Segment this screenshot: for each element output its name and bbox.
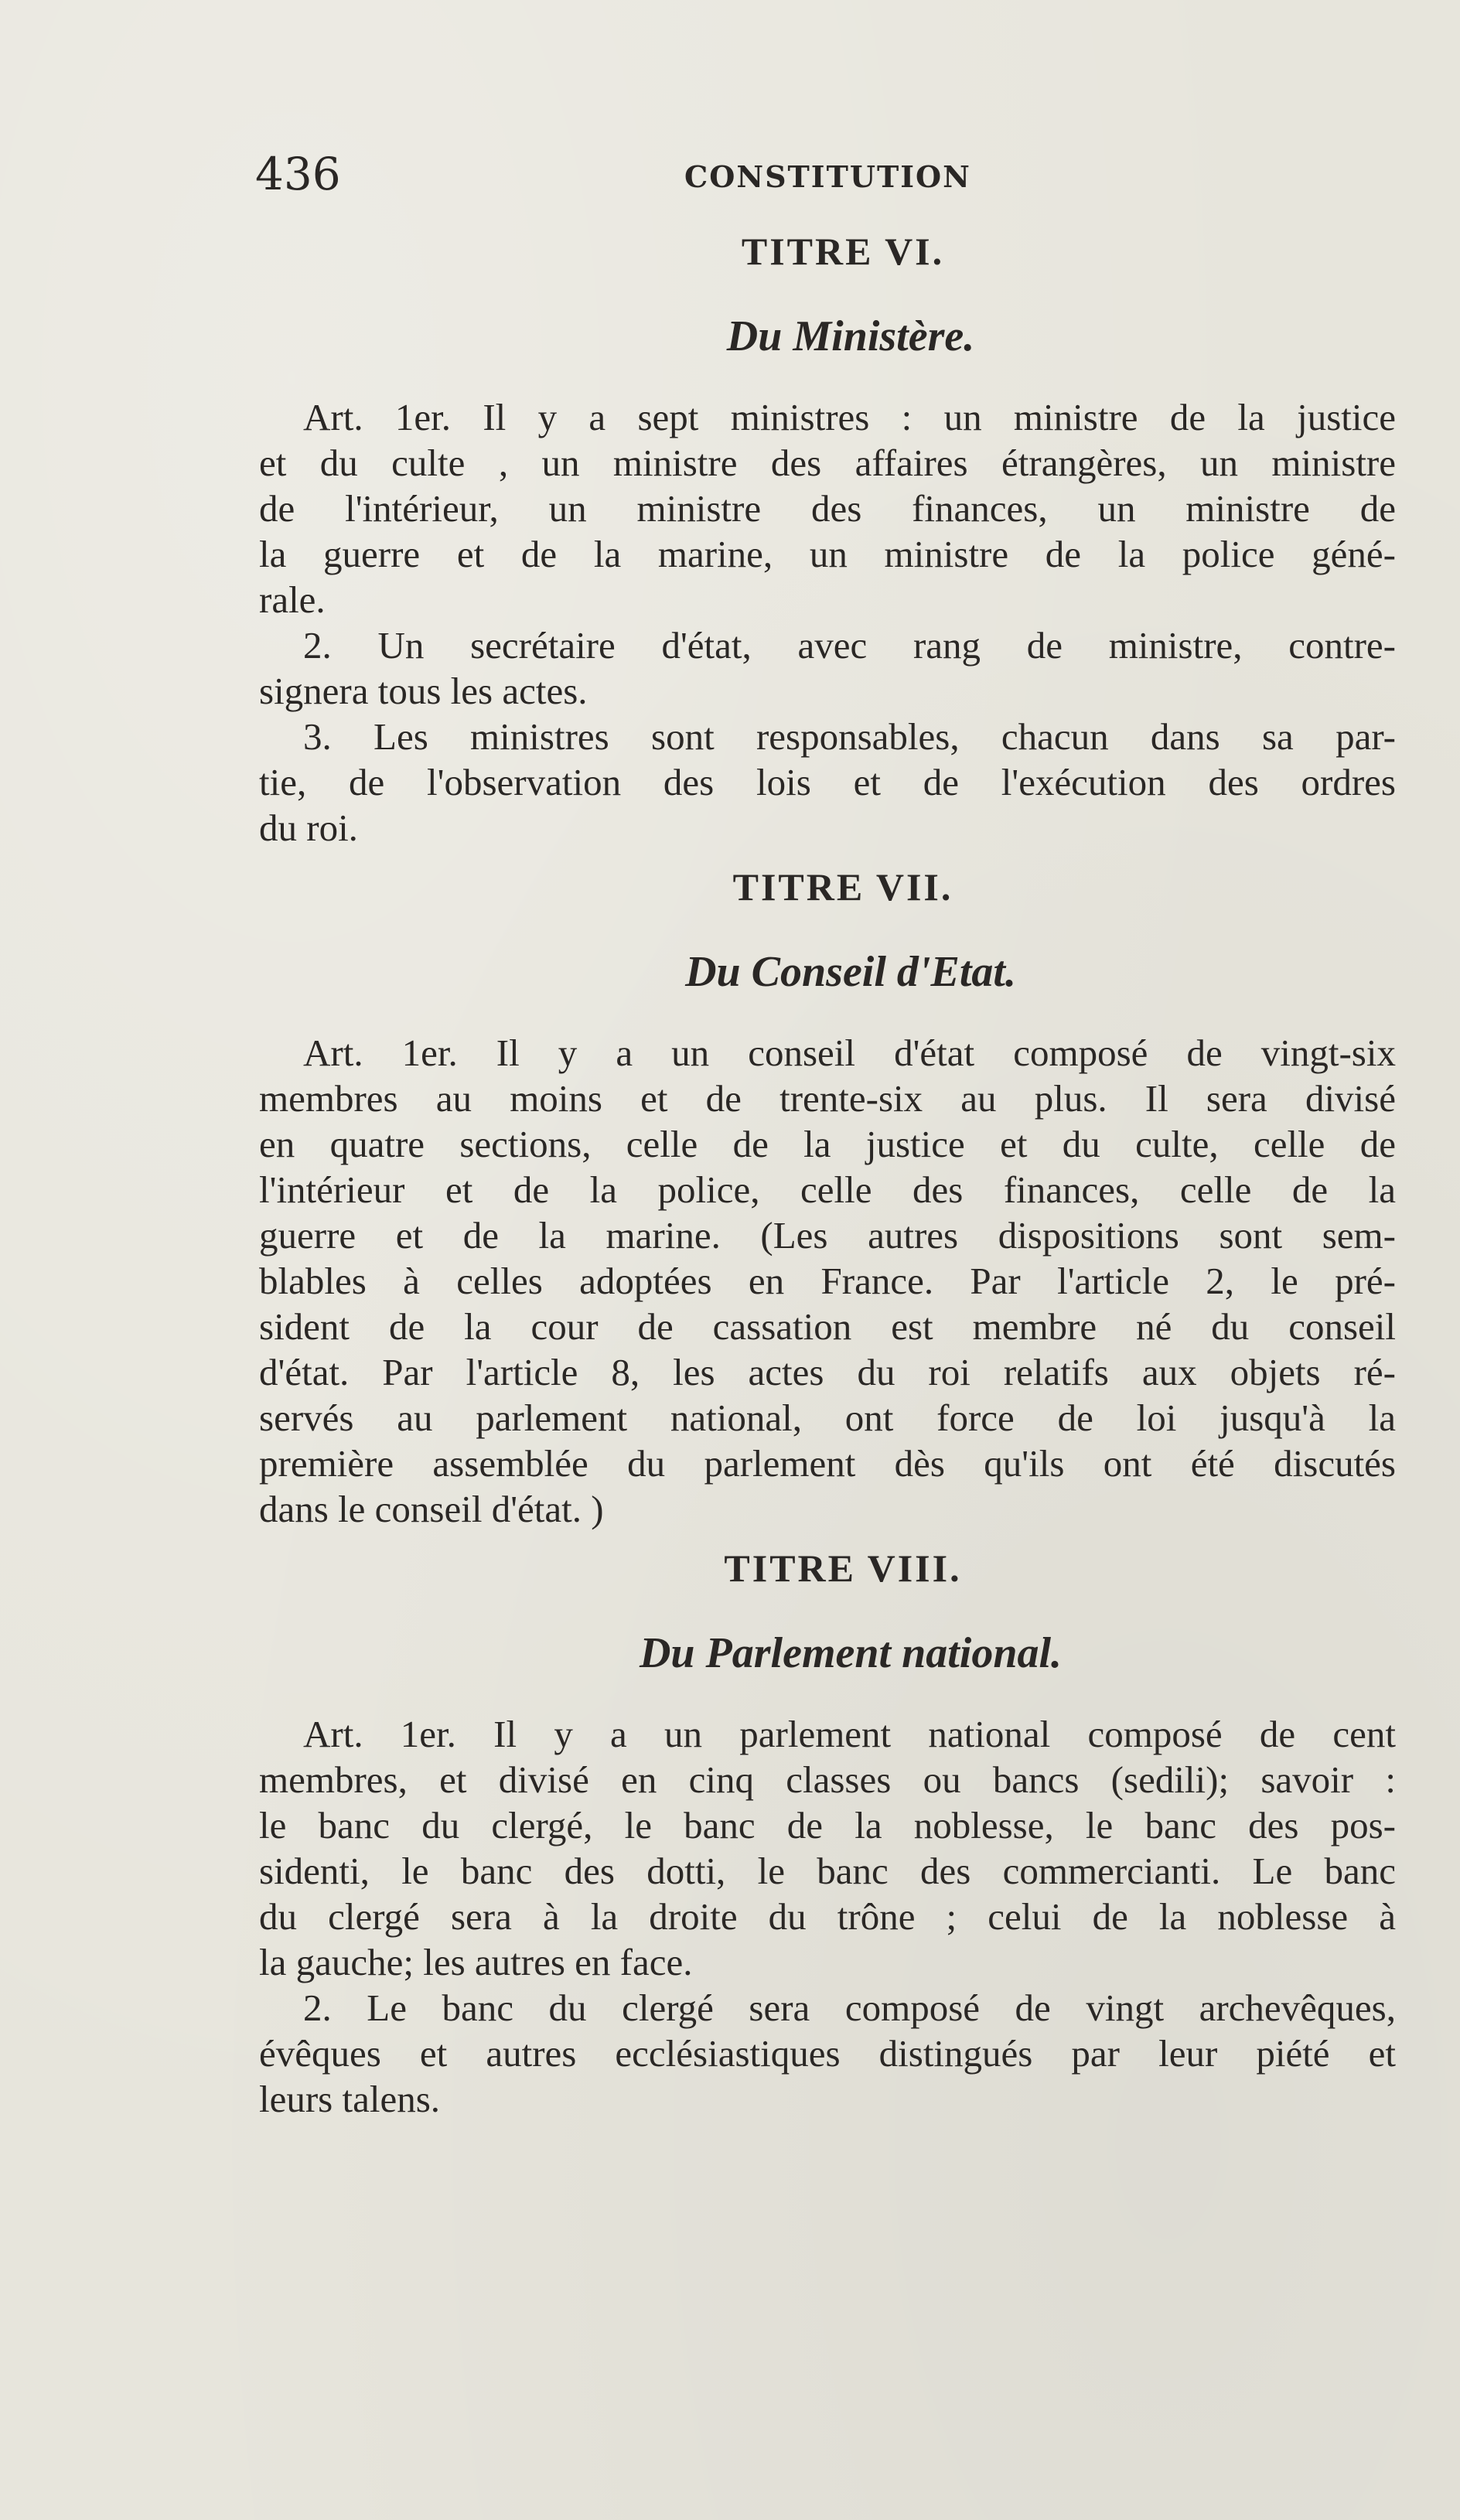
section-titre-vii xyxy=(259,860,1396,1532)
text-line: première assemblée du parlement dès qu'ils ont été discutés xyxy=(259,1442,1396,1485)
section-title: TITRE VIII. xyxy=(724,1546,962,1590)
text-line: Art. 1er. Il y a un parlement national composé de cent xyxy=(303,1713,1396,1755)
text-line: de l'intérieur, un ministre des finances, un ministre de xyxy=(259,487,1396,530)
section-subtitle: Du Conseil d'Etat. xyxy=(685,948,1016,996)
running-head xyxy=(255,147,1384,201)
section-title: TITRE VII. xyxy=(732,865,953,909)
text-line: leurs talens. xyxy=(259,2078,441,2120)
text-line: dans le conseil d'état. ) xyxy=(259,1488,604,1530)
text-line: 3. Les ministres sont responsables, chacun dans sa par- xyxy=(303,715,1396,758)
text-line: membres au moins et de trente-six au plus. Il sera divisé xyxy=(259,1077,1396,1120)
text-line: guerre et de la marine. (Les autres dispositions sont sem- xyxy=(259,1214,1396,1257)
text-line: l'intérieur et de la police, celle des finances, celle de la xyxy=(259,1168,1396,1211)
article-paragraph xyxy=(259,1030,1396,1532)
spacer xyxy=(259,1532,1396,1541)
text-line: la guerre et de la marine, un ministre de la police géné- xyxy=(259,533,1396,575)
text-line: servés au parlement national, ont force de loi jusqu'à la xyxy=(259,1396,1396,1439)
text-line: 2. Un secrétaire d'état, avec rang de ministre, contre- xyxy=(303,624,1396,667)
text-line: 2. Le banc du clergé sera composé de vingt archevêques, xyxy=(303,1986,1396,2029)
text-line: sident de la cour de cassation est membre né du conseil xyxy=(259,1305,1396,1348)
section-titre-vi xyxy=(259,224,1396,851)
text-line: Art. 1er. Il y a un conseil d'état composé de vingt-six xyxy=(303,1032,1396,1074)
spacer xyxy=(259,851,1396,860)
text-line: du roi. xyxy=(259,806,358,849)
section-titre-viii xyxy=(259,1541,1396,2122)
text-line: le banc du clergé, le banc de la noblesse, le banc des pos- xyxy=(259,1804,1396,1847)
text-line: rale. xyxy=(259,578,326,621)
text-line: Art. 1er. Il y a sept ministres : un ministre de la justice xyxy=(303,396,1396,438)
text-line: tie, de l'observation des lois et de l'exécution des ordres xyxy=(259,761,1396,803)
page-content xyxy=(259,224,1396,2122)
section-subtitle: Du Parlement national. xyxy=(639,1629,1063,1677)
text-line: évêques et autres ecclésiastiques distingués par leur piété et xyxy=(259,2032,1396,2075)
article-paragraph xyxy=(259,1711,1396,1985)
text-line: signera tous les actes. xyxy=(259,670,588,712)
text-line: en quatre sections, celle de la justice et du culte, celle de xyxy=(259,1123,1396,1165)
article-paragraph xyxy=(259,1985,1396,2122)
text-line: du clergé sera à la droite du trône ; celui de la noblesse à xyxy=(259,1895,1396,1938)
text-line: sidenti, le banc des dotti, le banc des commercianti. Le banc xyxy=(259,1850,1396,1892)
page-number: 436 xyxy=(255,148,341,200)
article-paragraph xyxy=(259,394,1396,622)
text-line: et du culte , un ministre des affaires étrangères, un ministre xyxy=(259,442,1396,484)
article-paragraph xyxy=(259,714,1396,851)
section-subtitle: Du Ministère. xyxy=(726,312,975,360)
running-title: CONSTITUTION xyxy=(684,159,971,194)
text-line: blables à celles adoptées en France. Par l'article 2, le pré- xyxy=(259,1260,1396,1302)
article-paragraph xyxy=(259,622,1396,714)
text-line: d'état. Par l'article 8, les actes du roi relatifs aux objets ré- xyxy=(259,1351,1396,1393)
text-line: membres, et divisé en cinq classes ou bancs (sedili); savoir : xyxy=(259,1758,1396,1801)
section-title: TITRE VI. xyxy=(741,230,945,273)
text-line: la gauche; les autres en face. xyxy=(259,1941,693,1983)
